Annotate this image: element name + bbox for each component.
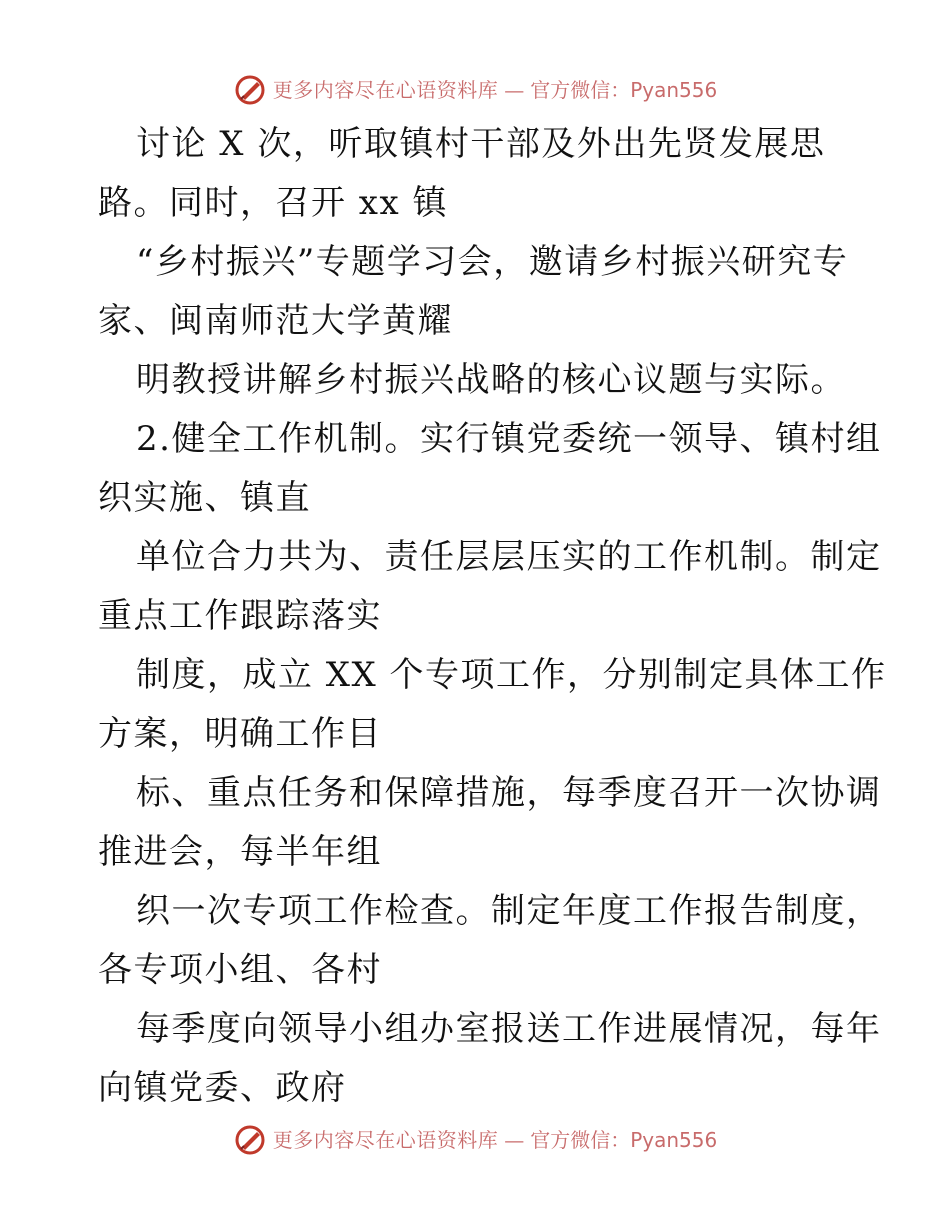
header-wechat-text: 官方微信：Pyan556 (530, 78, 718, 102)
text-line: 制度，成立 XX 个专项工作，分别制定具体工作 (136, 655, 887, 695)
quill-logo-icon (233, 73, 267, 107)
text-line: 重点工作跟踪落实 (98, 596, 382, 636)
text-line: 各专项小组、各村 (98, 950, 382, 990)
text-line: 方案，明确工作目 (98, 714, 382, 754)
text-line: 每季度向领导小组办室报送工作进展情况，每年 (136, 1009, 882, 1049)
header-banner (0, 70, 950, 110)
footer-site-text: 更多内容尽在心语资料库 (272, 1128, 499, 1152)
quill-logo-icon (233, 1123, 267, 1157)
text-line: 织实施、镇直 (98, 478, 311, 518)
text-line: 单位合力共为、责任层层压实的工作机制。制定 (136, 537, 882, 577)
text-line: 向镇党委、政府 (98, 1068, 347, 1108)
header-dash: — (504, 78, 525, 102)
text-line: 家、闽南师范大学黄耀 (98, 301, 453, 341)
footer-wechat-text: 官方微信：Pyan556 (530, 1128, 718, 1152)
text-line: 标、重点任务和保障措施，每季度召开一次协调 (136, 773, 882, 813)
text-line: 明教授讲解乡村振兴战略的核心议题与实际。 (136, 360, 846, 400)
footer-banner (0, 1120, 950, 1160)
text-line: 路。同时，召开 xx 镇 (98, 183, 448, 223)
text-line: 2.健全工作机制。实行镇党委统一领导、镇村组 (136, 419, 882, 459)
document-body (98, 118, 887, 1121)
text-line: 讨论 X 次，听取镇村干部及外出先贤发展思 (136, 124, 826, 164)
text-line: “乡村振兴”专题学习会，邀请乡村振兴研究专 (136, 242, 849, 282)
header-site-text: 更多内容尽在心语资料库 (272, 78, 499, 102)
text-line: 推进会，每半年组 (98, 832, 382, 872)
footer-dash: — (504, 1128, 525, 1152)
text-line: 织一次专项工作检查。制定年度工作报告制度， (136, 891, 882, 931)
